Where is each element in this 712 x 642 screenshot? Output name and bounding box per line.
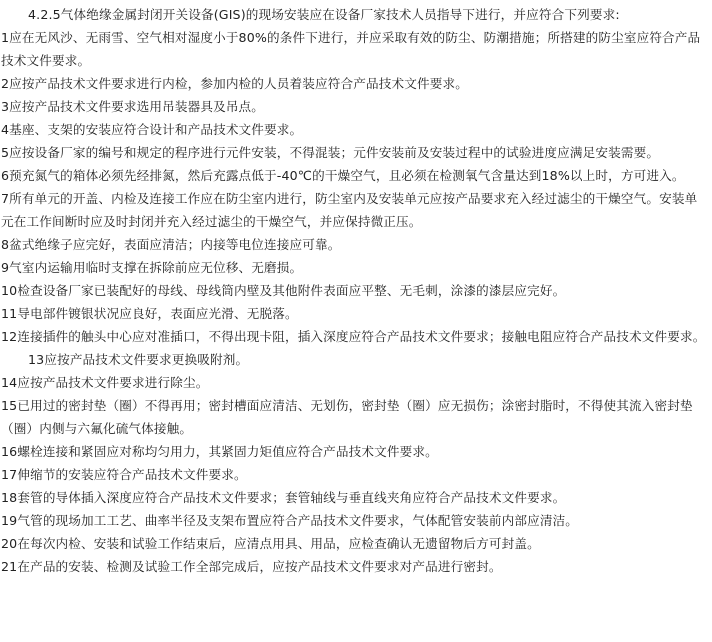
requirement-item bbox=[1, 348, 706, 371]
item-text: 应按产品技术文件要求选用吊装器具及吊点。 bbox=[9, 99, 265, 114]
item-text: 螺栓连接和紧固应对称均匀用力，其紧固力矩值应符合产品技术文件要求。 bbox=[17, 444, 438, 459]
item-number: 6 bbox=[1, 168, 10, 183]
item-text: 气管的现场加工工艺、曲率半径及支架布置应符合产品技术文件要求，气体配管安装前内部应清洁。 bbox=[17, 513, 579, 528]
item-text: 伸缩节的安装应符合产品技术文件要求。 bbox=[17, 467, 247, 482]
item-number: 13 bbox=[28, 352, 45, 367]
requirement-list bbox=[1, 26, 706, 578]
requirement-item bbox=[1, 555, 706, 578]
item-number: 21 bbox=[1, 559, 18, 574]
requirement-item bbox=[1, 72, 706, 95]
item-text: 应按产品技术文件要求进行内检，参加内检的人员着装应符合产品技术文件要求。 bbox=[9, 76, 468, 91]
item-number: 8 bbox=[1, 237, 10, 252]
requirement-item bbox=[1, 118, 706, 141]
item-text: 盆式绝缘子应完好，表面应清洁；内接等电位连接应可靠。 bbox=[9, 237, 341, 252]
requirement-item bbox=[1, 26, 706, 72]
item-number: 10 bbox=[1, 283, 18, 298]
item-number: 19 bbox=[1, 513, 18, 528]
item-number: 7 bbox=[1, 191, 10, 206]
item-text: 所有单元的开盖、内检及连接工作应在防尘室内进行，防尘室内及安装单元应按产品要求充入经过滤尘的干燥空气。安装单元在工作间断时应及时封闭并充入经过滤尘的干燥空气，并应保持微正压。 bbox=[1, 191, 698, 229]
requirement-item bbox=[1, 463, 706, 486]
item-text: 检查设备厂家已装配好的母线、母线筒内壁及其他附件表面应平整、无毛刺，涂漆的漆层应完好。 bbox=[17, 283, 566, 298]
requirement-item bbox=[1, 509, 706, 532]
requirement-item bbox=[1, 371, 706, 394]
requirement-item bbox=[1, 256, 706, 279]
item-number: 3 bbox=[1, 99, 10, 114]
item-text: 气室内运输用临时支撑在拆除前应无位移、无磨损。 bbox=[9, 260, 303, 275]
requirement-item bbox=[1, 187, 706, 233]
item-text: 基座、支架的安装应符合设计和产品技术文件要求。 bbox=[9, 122, 303, 137]
requirement-item bbox=[1, 95, 706, 118]
requirement-item bbox=[1, 532, 706, 555]
item-text: 预充氮气的箱体必须先经排氮，然后充露点低于-40℃的干燥空气，且必须在检测氧气含量达到18%以上时，方可进入。 bbox=[9, 168, 685, 183]
item-text: 套管的导体插入深度应符合产品技术文件要求；套管轴线与垂直线夹角应符合产品技术文件要求。 bbox=[17, 490, 566, 505]
requirement-item bbox=[1, 302, 706, 325]
item-number: 2 bbox=[1, 76, 10, 91]
item-number: 1 bbox=[1, 30, 10, 45]
requirement-item bbox=[1, 233, 706, 256]
item-text: 应在无风沙、无雨雪、空气相对湿度小于80%的条件下进行，并应采取有效的防尘、防潮措施；所搭建的防尘室应符合产品技术文件要求。 bbox=[1, 30, 701, 68]
item-text: 在每次内检、安装和试验工作结束后，应清点用具、用品，应检查确认无遗留物后方可封盖。 bbox=[17, 536, 540, 551]
requirement-item bbox=[1, 486, 706, 509]
item-number: 12 bbox=[1, 329, 18, 344]
item-number: 11 bbox=[1, 306, 18, 321]
item-number: 15 bbox=[1, 398, 18, 413]
item-text: 应按产品技术文件要求进行除尘。 bbox=[17, 375, 209, 390]
item-number: 14 bbox=[1, 375, 18, 390]
item-text: 应按设备厂家的编号和规定的程序进行元件安装，不得混装；元件安装前及安装过程中的试验进度应满足安装需要。 bbox=[9, 145, 660, 160]
section-heading: 4.2.5气体绝缘金属封闭开关设备(GIS)的现场安装应在设备厂家技术人员指导下进行，并应符合下列要求: bbox=[28, 7, 620, 22]
item-number: 16 bbox=[1, 444, 18, 459]
requirement-item bbox=[1, 325, 706, 348]
item-number: 9 bbox=[1, 260, 10, 275]
requirement-item bbox=[1, 279, 706, 302]
requirement-item bbox=[1, 394, 706, 440]
item-number: 5 bbox=[1, 145, 10, 160]
item-number: 18 bbox=[1, 490, 18, 505]
item-text: 已用过的密封垫（圈）不得再用；密封槽面应清洁、无划伤，密封垫（圈）应无损伤；涂密封脂时，不得使其流入密封垫（圈）内侧与六氟化硫气体接触。 bbox=[1, 398, 693, 436]
item-number: 17 bbox=[1, 467, 18, 482]
item-text: 在产品的安装、检测及试验工作全部完成后，应按产品技术文件要求对产品进行密封。 bbox=[17, 559, 502, 574]
item-text: 导电部件镀银状况应良好，表面应光滑、无脱落。 bbox=[17, 306, 298, 321]
item-number: 4 bbox=[1, 122, 10, 137]
item-text: 应按产品技术文件要求更换吸附剂。 bbox=[44, 352, 249, 367]
requirement-item bbox=[1, 440, 706, 463]
item-text: 连接插件的触头中心应对准插口，不得出现卡阻，插入深度应符合产品技术文件要求；接触电阻应符合产品技术文件要求。 bbox=[17, 329, 706, 344]
requirement-item bbox=[1, 141, 706, 164]
requirement-item bbox=[1, 164, 706, 187]
item-number: 20 bbox=[1, 536, 18, 551]
